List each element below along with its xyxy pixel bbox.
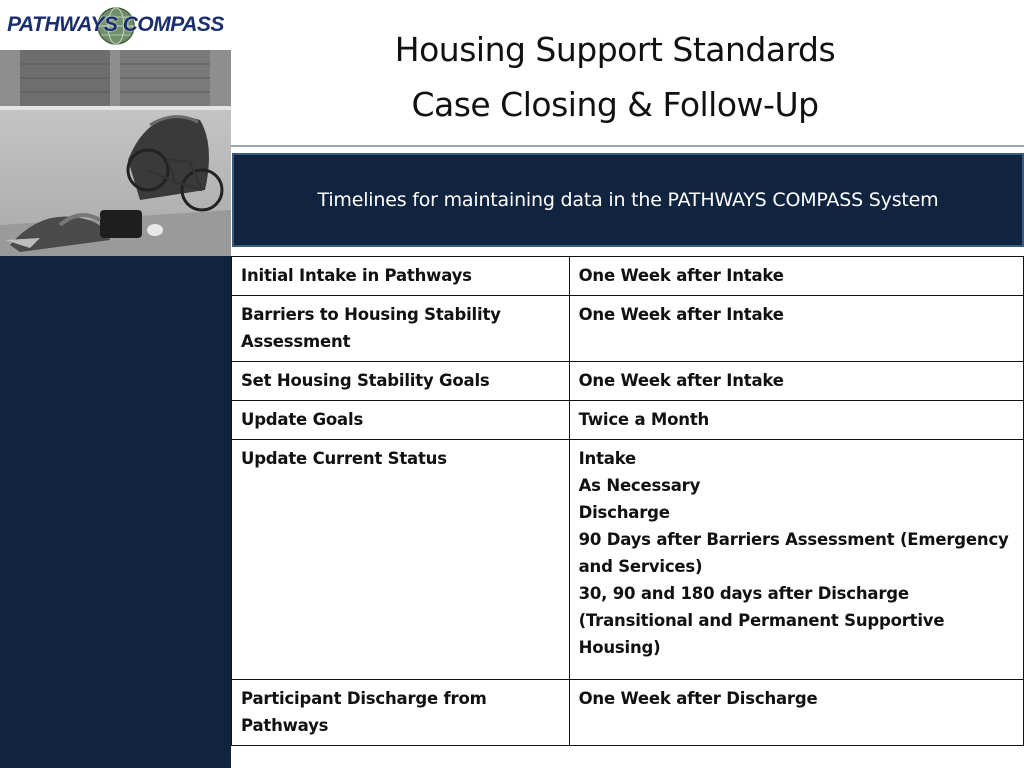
title-divider bbox=[231, 145, 1024, 147]
timeline-line: 30, 90 and 180 days after Discharge (Transitional and Permanent Supportive Housing) bbox=[578, 584, 945, 657]
sidebar-panel bbox=[0, 0, 231, 768]
slide-title-line-1: Housing Support Standards bbox=[394, 30, 836, 69]
table-row bbox=[232, 257, 1024, 296]
table-row bbox=[232, 401, 1024, 440]
table-cell-timeline bbox=[569, 440, 1023, 680]
street-photo bbox=[0, 50, 231, 256]
timeline-line: 90 Days after Barriers Assessment (Emergency and Services) bbox=[578, 530, 1009, 576]
table-row bbox=[232, 680, 1024, 746]
timeline-line: As Necessary bbox=[578, 476, 701, 495]
table-cell-item: Set Housing Stability Goals bbox=[232, 362, 570, 401]
table-cell-item: Update Current Status bbox=[232, 440, 570, 680]
timeline-line: Twice a Month bbox=[578, 410, 710, 429]
timeline-line: Discharge bbox=[578, 503, 670, 522]
table-cell-timeline bbox=[569, 680, 1023, 746]
timeline-line: Intake bbox=[578, 449, 637, 468]
table-cell-timeline bbox=[569, 401, 1023, 440]
timelines-table bbox=[231, 256, 1024, 746]
timeline-line: One Week after Discharge bbox=[578, 689, 818, 708]
subtitle-banner-text: Timelines for maintaining data in the PATHWAYS COMPASS System bbox=[317, 189, 939, 211]
timeline-line: One Week after Intake bbox=[578, 266, 784, 285]
table-cell-item: Participant Discharge from Pathways bbox=[232, 680, 570, 746]
table-cell-item: Initial Intake in Pathways bbox=[232, 257, 570, 296]
table-cell-item: Update Goals bbox=[232, 401, 570, 440]
table-row bbox=[232, 362, 1024, 401]
timeline-line: One Week after Intake bbox=[578, 305, 784, 324]
subtitle-banner bbox=[232, 153, 1024, 247]
table-cell-timeline bbox=[569, 257, 1023, 296]
slide-title bbox=[231, 22, 999, 132]
logo-text: PATHWAYS COMPASS bbox=[7, 13, 224, 36]
table-cell-timeline bbox=[569, 296, 1023, 362]
table-cell-item: Barriers to Housing Stability Assessment bbox=[232, 296, 570, 362]
spacer bbox=[579, 661, 1014, 673]
table-row bbox=[232, 296, 1024, 362]
table-row bbox=[232, 440, 1024, 680]
table-cell-timeline bbox=[569, 362, 1023, 401]
slide-title-line-2: Case Closing & Follow-Up bbox=[411, 85, 819, 124]
logo bbox=[0, 0, 231, 50]
timeline-line: One Week after Intake bbox=[578, 371, 784, 390]
